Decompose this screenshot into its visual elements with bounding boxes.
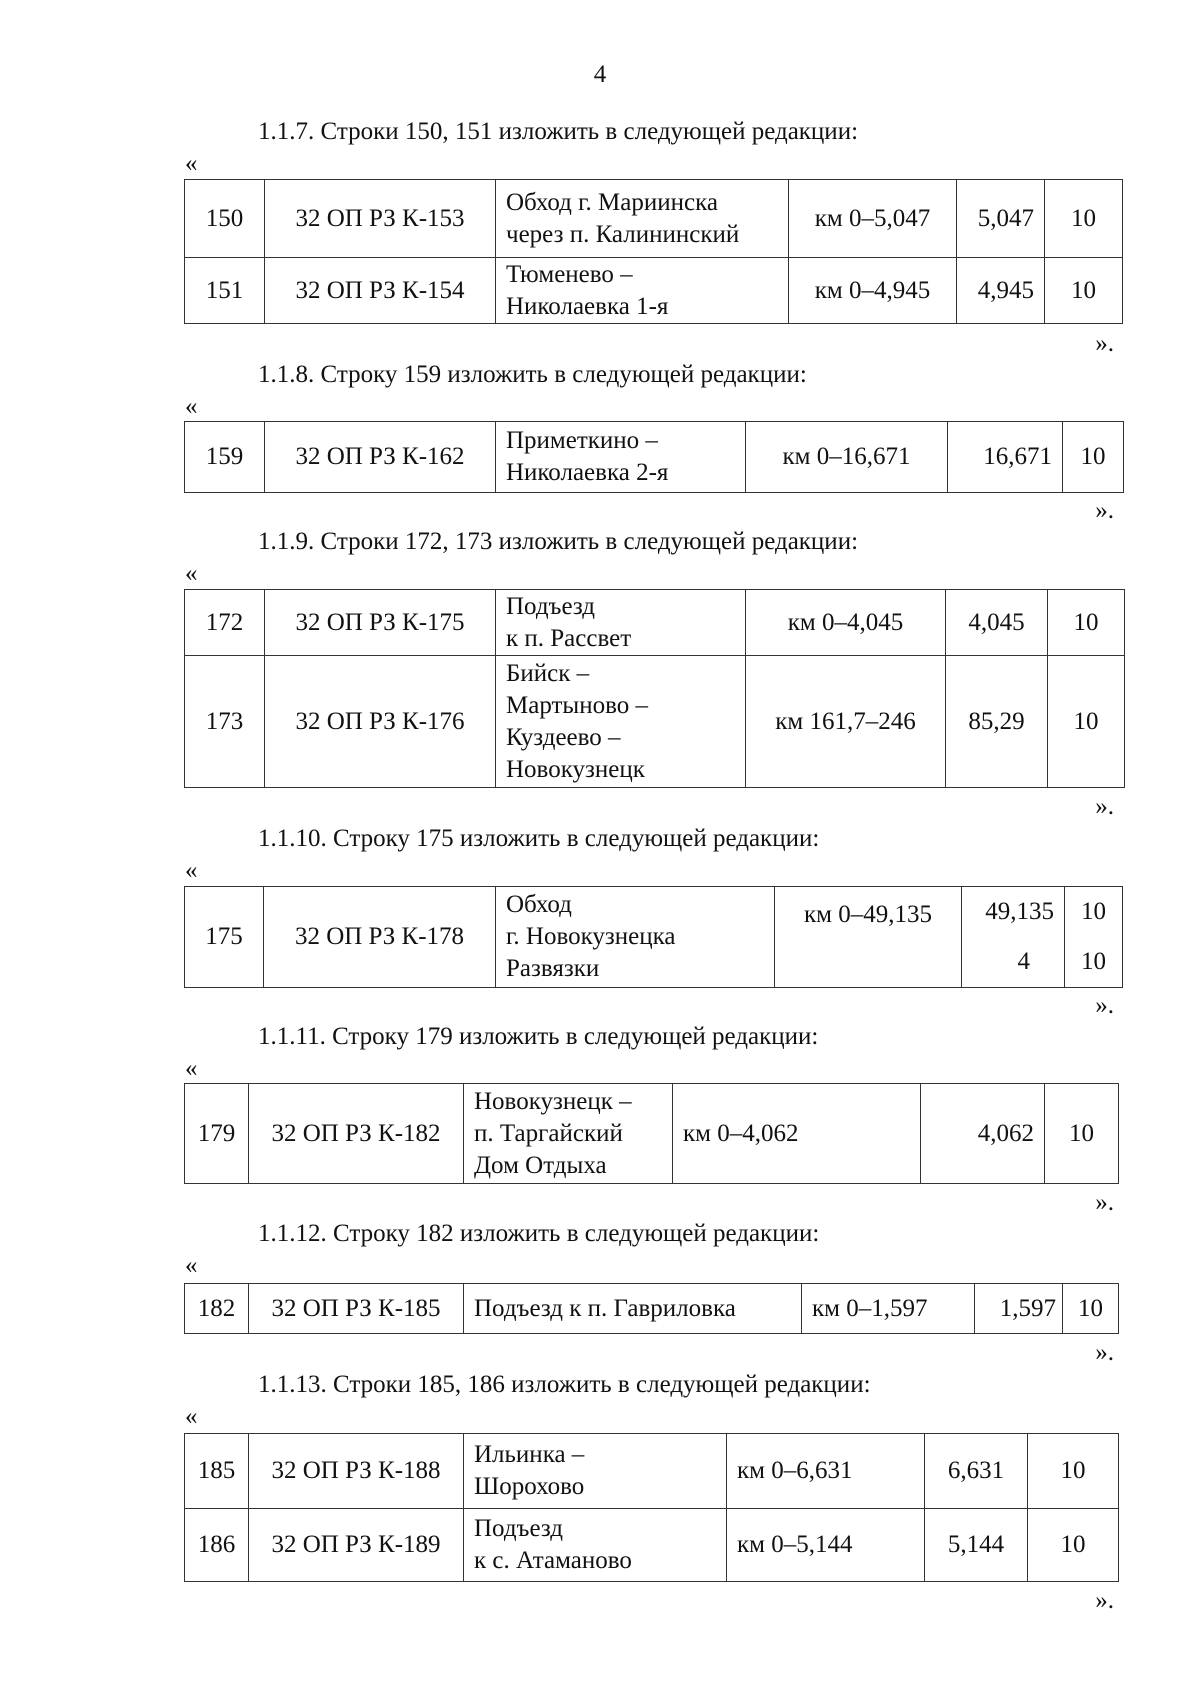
table-row <box>185 1084 1119 1184</box>
km-range: км 0–6,631 <box>727 1434 925 1509</box>
amendment-table-1-1-11 <box>184 1083 1119 1184</box>
km-range: км 0–4,945 <box>789 258 957 324</box>
road-code: 32 ОП РЗ К-162 <box>265 422 496 493</box>
amendment-table-1-1-12 <box>184 1283 1119 1334</box>
road-name: Тюменево – Николаевка 1-я <box>496 258 789 324</box>
road-length: 5,047 <box>957 180 1045 258</box>
road-name: Подъезд к п. Гавриловка <box>464 1284 802 1334</box>
road-name: Обход г. Мариинска через п. Калининский <box>496 180 789 258</box>
km-range: км 0–4,062 <box>673 1084 921 1184</box>
opening-quote: « <box>185 560 198 587</box>
row-number: 175 <box>185 887 264 988</box>
section-heading-1-1-12: 1.1.12. Строку 182 изложить в следующей редакции: <box>258 1220 820 1247</box>
road-length: 4,062 <box>921 1084 1045 1184</box>
road-name: Бийск – Мартыново – Куздеево – Новокузнецк <box>496 656 746 788</box>
opening-quote: « <box>185 1055 198 1082</box>
section-heading-1-1-9: 1.1.9. Строки 172, 173 изложить в следующей редакции: <box>258 528 859 555</box>
row-number: 159 <box>185 422 265 493</box>
road-code: 32 ОП РЗ К-153 <box>265 180 496 258</box>
road-name: Обход г. Новокузнецка Развязки <box>496 887 775 988</box>
row-number: 182 <box>185 1284 249 1334</box>
row-number: 179 <box>185 1084 249 1184</box>
opening-quote: « <box>185 857 198 884</box>
section-heading-1-1-13: 1.1.13. Строки 185, 186 изложить в следующей редакции: <box>258 1371 871 1398</box>
km-range: км 0–16,671 <box>746 422 948 493</box>
km-range: км 0–5,144 <box>727 1509 925 1582</box>
road-category: 10 <box>1045 1084 1119 1184</box>
row-number: 150 <box>185 180 265 258</box>
amendment-table-1-1-9 <box>184 589 1125 788</box>
km-range: км 0–5,047 <box>789 180 957 258</box>
section-heading-1-1-11: 1.1.11. Строку 179 изложить в следующей редакции: <box>258 1023 819 1050</box>
table-row <box>185 887 1123 988</box>
table-row <box>185 422 1124 493</box>
road-code: 32 ОП РЗ К-176 <box>265 656 496 788</box>
road-name: Подъезд к с. Атаманово <box>464 1509 727 1582</box>
row-number: 172 <box>185 590 265 656</box>
road-length: 16,671 <box>948 422 1063 493</box>
road-length: 5,144 <box>925 1509 1028 1582</box>
road-code: 32 ОП РЗ К-175 <box>265 590 496 656</box>
opening-quote: « <box>185 1403 198 1430</box>
road-category: 10 <box>1048 590 1125 656</box>
road-category: 10 <box>1045 180 1123 258</box>
road-length: 6,631 <box>925 1434 1028 1509</box>
road-category: 10 <box>1048 656 1125 788</box>
amendment-table-1-1-13 <box>184 1433 1119 1582</box>
section-heading-1-1-8: 1.1.8. Строку 159 изложить в следующей редакции: <box>258 361 807 388</box>
row-number: 173 <box>185 656 265 788</box>
row-number: 186 <box>185 1509 249 1582</box>
table-row <box>185 180 1123 258</box>
road-length: 1,597 <box>975 1284 1063 1334</box>
opening-quote: « <box>185 150 198 177</box>
section-heading-1-1-10: 1.1.10. Строку 175 изложить в следующей редакции: <box>258 825 820 852</box>
road-category: 10 <box>1045 258 1123 324</box>
opening-quote: « <box>185 1252 198 1279</box>
table-row <box>185 590 1125 656</box>
road-name: Новокузнецк – п. Таргайский Дом Отдыха <box>464 1084 673 1184</box>
road-code: 32 ОП РЗ К-185 <box>249 1284 464 1334</box>
closing-quote: ». <box>1095 793 1114 820</box>
table-row <box>185 258 1123 324</box>
page-number: 4 <box>593 61 607 88</box>
closing-quote: ». <box>1095 1189 1114 1216</box>
road-length: 85,29 <box>946 656 1048 788</box>
km-range: км 161,7–246 <box>746 656 946 788</box>
km-range: км 0–4,045 <box>746 590 946 656</box>
opening-quote: « <box>185 393 198 420</box>
km-range: км 0–49,135 <box>775 887 962 988</box>
road-category: 10 <box>1028 1434 1119 1509</box>
table-row <box>185 1434 1119 1509</box>
road-name: Приметкино – Николаевка 2-я <box>496 422 746 493</box>
table-row <box>185 656 1125 788</box>
row-number: 185 <box>185 1434 249 1509</box>
closing-quote: ». <box>1095 330 1114 357</box>
road-code: 32 ОП РЗ К-182 <box>249 1084 464 1184</box>
table-row <box>185 1284 1119 1334</box>
amendment-table-1-1-10 <box>184 886 1123 988</box>
closing-quote: ». <box>1095 1587 1114 1614</box>
table-row <box>185 1509 1119 1582</box>
closing-quote: ». <box>1095 1339 1114 1366</box>
road-name: Ильинка – Шорохово <box>464 1434 727 1509</box>
row-number: 151 <box>185 258 265 324</box>
closing-quote: ». <box>1095 992 1114 1019</box>
road-code: 32 ОП РЗ К-189 <box>249 1509 464 1582</box>
road-length: 49,135 4 <box>962 887 1065 988</box>
section-heading-1-1-7: 1.1.7. Строки 150, 151 изложить в следующей редакции: <box>258 118 859 145</box>
road-name: Подъезд к п. Рассвет <box>496 590 746 656</box>
km-range: км 0–1,597 <box>802 1284 975 1334</box>
road-code: 32 ОП РЗ К-188 <box>249 1434 464 1509</box>
road-code: 32 ОП РЗ К-178 <box>264 887 496 988</box>
road-category: 10 <box>1063 422 1124 493</box>
road-category: 10 <box>1028 1509 1119 1582</box>
road-length: 4,045 <box>946 590 1048 656</box>
amendment-table-1-1-8 <box>184 421 1124 493</box>
road-length: 4,945 <box>957 258 1045 324</box>
road-category: 10 <box>1063 1284 1119 1334</box>
amendment-table-1-1-7 <box>184 179 1123 324</box>
road-code: 32 ОП РЗ К-154 <box>265 258 496 324</box>
closing-quote: ». <box>1095 497 1114 524</box>
road-category: 10 10 <box>1065 887 1123 988</box>
